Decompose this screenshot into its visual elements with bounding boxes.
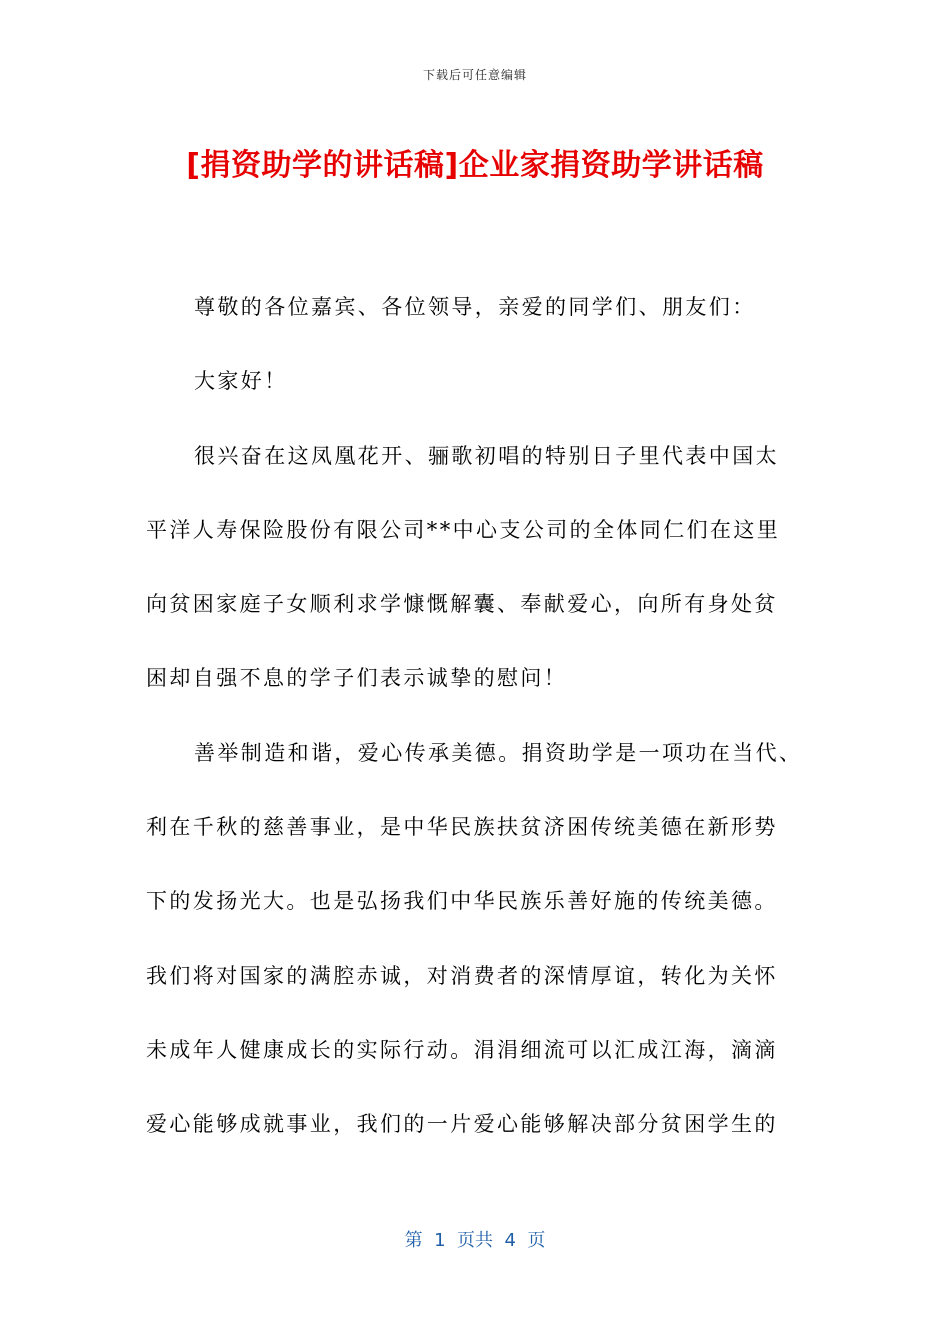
paragraph-line: 下的发扬光大。也是弘扬我们中华民族乐善好施的传统美德。	[146, 889, 778, 914]
document-title: [捐资助学的讲话稿]企业家捐资助学讲话稿	[186, 148, 764, 183]
paragraph-line: 平洋人寿保险股份有限公司**中心支公司的全体同仁们在这里	[146, 517, 781, 542]
paragraph-line: 我们将对国家的满腔赤诚，对消费者的深情厚谊，转化为关怀	[146, 963, 778, 988]
paragraph-line: 利在千秋的慈善事业，是中华民族扶贫济困传统美德在新形势	[146, 815, 778, 840]
paragraph-line: 困却自强不息的学子们表示诚挚的慰问！	[146, 666, 568, 691]
paragraph-line: 向贫困家庭子女顺利求学慷慨解囊、奉献爱心，向所有身处贫	[146, 592, 778, 617]
paragraph-line: 善举制造和谐，爱心传承美德。捐资助学是一项功在当代、	[194, 740, 803, 765]
paragraph-line: 未成年人健康成长的实际行动。涓涓细流可以汇成江海，滴滴	[146, 1037, 778, 1062]
document-body	[146, 270, 806, 1162]
header-note: 下载后可任意编辑	[422, 68, 527, 82]
paragraph-line: 尊敬的各位嘉宾、各位领导，亲爱的同学们、朋友们：	[194, 295, 756, 319]
paragraph-line: 爱心能够成就事业，我们的一片爱心能够解决部分贫困学生的	[146, 1112, 778, 1137]
paragraph-line: 大家好！	[194, 369, 288, 394]
paragraph-line: 很兴奋在这凤凰花开、骊歌初唱的特别日子里代表中国太	[194, 443, 779, 468]
page-number-footer: 第 1 页共 4 页	[404, 1230, 546, 1251]
